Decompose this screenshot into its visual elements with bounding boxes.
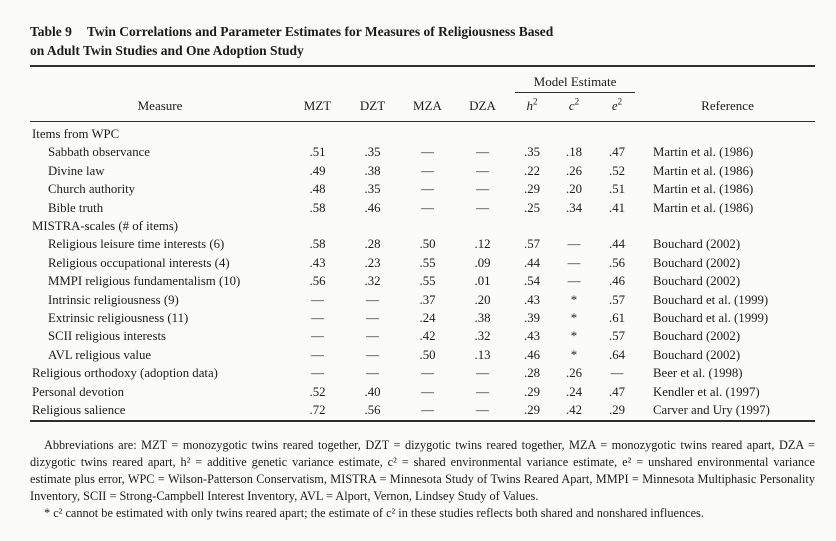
column-header-dza: DZA (455, 93, 510, 122)
value-cell-c2: * (570, 292, 578, 307)
table-row (30, 309, 815, 327)
value-cell-e2: .57 (609, 292, 625, 307)
value-cell-dzt (345, 217, 400, 235)
value-cell-c2 (554, 217, 594, 235)
value-cell-dza: .13 (474, 347, 491, 362)
reference-cell: Bouchard (2002) (653, 274, 741, 289)
value-cell-h2: .29 (524, 403, 540, 418)
value-cell-mzt: .52 (309, 384, 326, 399)
value-cell-mzt: .56 (309, 274, 326, 289)
table-row (30, 364, 815, 382)
value-cell-e2: .46 (609, 274, 625, 289)
reference-cell: Bouchard (2002) (653, 237, 741, 252)
value-cell-dzt: .28 (364, 237, 381, 252)
value-cell-c2: — (567, 237, 581, 252)
value-cell-mza (400, 122, 455, 144)
value-cell-h2: .35 (524, 145, 540, 160)
value-cell-dzt: — (366, 347, 379, 362)
column-header-e2 (594, 93, 640, 122)
section-row (30, 122, 815, 144)
value-cell-dza: .12 (474, 237, 491, 252)
table-label: Table 9 (30, 24, 72, 39)
value-cell-dza: — (476, 145, 489, 160)
table-row (30, 254, 815, 272)
table-row (30, 272, 815, 290)
value-cell-h2: .43 (524, 329, 540, 344)
value-cell-mzt (290, 122, 345, 144)
value-cell-dzt: .32 (364, 274, 381, 289)
table-row (30, 346, 815, 364)
table-row (30, 401, 815, 420)
value-cell-c2: * (570, 311, 578, 326)
value-cell-mzt: .58 (309, 200, 326, 215)
value-cell-e2: .61 (609, 311, 625, 326)
value-cell-c2: .42 (566, 403, 582, 418)
measure-cell: Divine law (48, 163, 105, 178)
value-cell-mza: — (421, 366, 434, 381)
reference-cell: Bouchard (2002) (653, 347, 741, 362)
reference-cell: Kendler et al. (1997) (653, 384, 760, 399)
abbreviations-note: Abbreviations are: MZT = monozygotic twins reared together, DZT = dizygotic twins reared together, MZA = monozygotic twins reared apart, DZA = dizygotic twins reared apart, h² = additive genetic variance estimate, c² = shared environmental variance estimate, e² = unshared environmental variance estimate plus error, WPC = Wilson-Patterson Conservatism, MISTRA = Minnesota Study of Twins Reared Apart, MMPI = Minnesota Multiphasic Personality Inventory, SCII = Strong-Campbell Interest Inventory, AVL = Alport, Vernon, Lindsey Study of Values. (30, 437, 815, 503)
reference-cell: Martin et al. (1986) (653, 163, 754, 178)
measure-cell: Sabbath observance (48, 145, 150, 160)
model-estimate-row (30, 66, 815, 93)
value-cell-e2: .51 (609, 182, 625, 197)
c2-sup: 2 (574, 96, 580, 107)
reference-cell: Carver and Ury (1997) (653, 403, 770, 418)
value-cell-mzt: .43 (309, 255, 326, 270)
model-estimate-label: Model Estimate (515, 74, 635, 93)
value-cell-mzt (290, 217, 345, 235)
value-cell-dza: .20 (474, 292, 491, 307)
value-cell-mza: .42 (419, 329, 436, 344)
value-cell-dza: .38 (474, 311, 491, 326)
value-cell-dzt: — (366, 311, 379, 326)
header-spacer-left (30, 66, 510, 93)
value-cell-mzt: — (311, 311, 324, 326)
value-cell-c2: .18 (566, 145, 582, 160)
measure-cell: Bible truth (48, 200, 104, 215)
value-cell-dza: — (476, 200, 489, 215)
value-cell-mzt: — (311, 347, 324, 362)
table-title (30, 22, 730, 60)
column-header-measure: Measure (30, 93, 290, 122)
value-cell-h2: .28 (524, 366, 540, 381)
value-cell-h2 (510, 122, 554, 144)
table-row (30, 180, 815, 198)
model-estimate-header (510, 66, 640, 93)
table-row (30, 383, 815, 401)
value-cell-e2: .57 (609, 329, 625, 344)
value-cell-h2: .44 (524, 255, 540, 270)
h2-sup: 2 (533, 96, 538, 107)
value-cell-e2: .41 (609, 200, 625, 215)
measure-cell: SCII religious interests (48, 329, 167, 344)
value-cell-mza: .55 (419, 274, 436, 289)
table-title-line1: Twin Correlations and Parameter Estimates for Measures of Religiousness Based (86, 24, 554, 39)
value-cell-mza: — (421, 182, 434, 197)
value-cell-dza: .01 (474, 274, 491, 289)
value-cell-mzt: .48 (309, 182, 326, 197)
table-title-line2: on Adult Twin Studies and One Adoption Study (30, 43, 304, 58)
value-cell-dzt: .40 (364, 384, 381, 399)
value-cell-mza: — (421, 145, 434, 160)
value-cell-mza (400, 217, 455, 235)
measure-cell: Church authority (48, 182, 136, 197)
value-cell-dzt: .23 (364, 255, 381, 270)
value-cell-c2: .26 (566, 366, 582, 381)
value-cell-c2: .20 (566, 182, 582, 197)
value-cell-dza: .09 (474, 255, 491, 270)
table-row (30, 143, 815, 161)
value-cell-dzt: .35 (364, 182, 381, 197)
section-row (30, 217, 815, 235)
value-cell-e2: .44 (609, 237, 625, 252)
c2-base: c (568, 98, 575, 113)
value-cell-dza: — (476, 403, 489, 418)
column-header-mzt: MZT (290, 93, 345, 122)
value-cell-mza: .50 (419, 347, 436, 362)
measure-cell: Religious occupational interests (4) (48, 255, 230, 270)
column-header-mza: MZA (400, 93, 455, 122)
value-cell-mza: — (421, 403, 434, 418)
value-cell-mza: .24 (419, 311, 436, 326)
column-header-reference: Reference (640, 93, 815, 122)
value-cell-dza: — (476, 366, 489, 381)
value-cell-dzt: .38 (364, 163, 381, 178)
value-cell-h2: .39 (524, 311, 540, 326)
header-spacer-right (640, 66, 815, 93)
value-cell-mza: — (421, 384, 434, 399)
value-cell-c2: .26 (566, 163, 582, 178)
value-cell-mza: — (421, 200, 434, 215)
value-cell-h2: .25 (524, 200, 540, 215)
value-cell-dza: — (476, 163, 489, 178)
value-cell-dzt: — (366, 292, 379, 307)
table-body (30, 122, 815, 421)
value-cell-mza: .50 (419, 237, 436, 252)
measure-cell: Religious leisure time interests (6) (48, 237, 225, 252)
value-cell-e2: .47 (609, 384, 625, 399)
measure-cell: Extrinsic religiousness (11) (48, 311, 189, 326)
value-cell-c2: * (570, 347, 578, 362)
reference-cell: Bouchard (2002) (653, 329, 741, 344)
value-cell-h2: .54 (524, 274, 540, 289)
e2-base: e (611, 98, 618, 113)
value-cell-mzt: .72 (309, 403, 326, 418)
value-cell-dza (455, 122, 510, 144)
reference-cell: Martin et al. (1986) (653, 200, 754, 215)
value-cell-e2: .52 (609, 163, 625, 178)
correlations-table (30, 65, 815, 422)
value-cell-e2 (594, 217, 640, 235)
measure-cell: Religious orthodoxy (adoption data) (32, 366, 218, 381)
value-cell-dzt: .35 (364, 145, 381, 160)
value-cell-mzt: .49 (309, 163, 326, 178)
value-cell-e2 (594, 122, 640, 144)
value-cell-dzt (345, 122, 400, 144)
value-cell-c2: .24 (566, 384, 582, 399)
value-cell-e2: .47 (609, 145, 625, 160)
value-cell-c2: .34 (566, 200, 582, 215)
value-cell-e2: .56 (609, 255, 625, 270)
reference-cell (640, 217, 815, 235)
value-cell-mza: — (421, 163, 434, 178)
table-row (30, 199, 815, 217)
section-label: MISTRA-scales (# of items) (32, 219, 179, 234)
value-cell-h2: .29 (524, 384, 540, 399)
reference-cell: Martin et al. (1986) (653, 145, 754, 160)
measure-cell: Religious salience (32, 403, 126, 418)
value-cell-e2: — (610, 366, 624, 381)
value-cell-dza: — (476, 182, 489, 197)
table-footnotes (30, 437, 815, 522)
value-cell-h2: .57 (524, 237, 540, 252)
asterisk-note: * c² cannot be estimated with only twins reared apart; the estimate of c² in these studies reflects both shared and nonshared influences. (44, 505, 704, 520)
value-cell-c2: — (567, 274, 581, 289)
value-cell-h2 (510, 217, 554, 235)
value-cell-dza: — (476, 384, 489, 399)
value-cell-mza: .37 (419, 292, 436, 307)
value-cell-mzt: .51 (309, 145, 326, 160)
value-cell-mzt: .58 (309, 237, 326, 252)
value-cell-e2: .29 (609, 403, 625, 418)
value-cell-dzt: — (366, 366, 379, 381)
reference-cell (640, 122, 815, 144)
value-cell-h2: .46 (524, 347, 540, 362)
e2-sup: 2 (617, 96, 623, 107)
section-label: Items from WPC (32, 127, 120, 141)
reference-cell: Bouchard (2002) (653, 255, 741, 270)
value-cell-h2: .43 (524, 292, 540, 307)
value-cell-mzt: — (311, 292, 324, 307)
value-cell-h2: .22 (524, 163, 540, 178)
value-cell-mzt: — (311, 329, 324, 344)
value-cell-dza (455, 217, 510, 235)
measure-cell: AVL religious value (48, 347, 152, 362)
reference-cell: Bouchard et al. (1999) (653, 292, 769, 307)
reference-cell: Martin et al. (1986) (653, 182, 754, 197)
measure-cell: Intrinsic religiousness (9) (48, 292, 179, 307)
value-cell-dza: .32 (474, 329, 491, 344)
table-row (30, 162, 815, 180)
column-header-c2 (554, 93, 594, 122)
column-header-dzt: DZT (345, 93, 400, 122)
h2-base: h (526, 98, 533, 113)
reference-cell: Bouchard et al. (1999) (653, 311, 769, 326)
reference-cell: Beer et al. (1998) (653, 366, 743, 381)
value-cell-dzt: — (366, 329, 379, 344)
value-cell-mza: .55 (419, 255, 436, 270)
table-row (30, 291, 815, 309)
measure-cell: MMPI religious fundamentalism (10) (48, 274, 241, 289)
value-cell-c2 (554, 122, 594, 144)
value-cell-dzt: .56 (364, 403, 381, 418)
value-cell-mzt: — (311, 366, 324, 381)
value-cell-e2: .64 (609, 347, 625, 362)
value-cell-c2: — (567, 255, 581, 270)
value-cell-c2: * (570, 329, 578, 344)
column-header-row (30, 93, 815, 122)
table-row (30, 327, 815, 345)
measure-cell: Personal devotion (32, 384, 125, 399)
value-cell-h2: .29 (524, 182, 540, 197)
value-cell-dzt: .46 (364, 200, 381, 215)
table-row (30, 235, 815, 253)
column-header-h2 (510, 93, 554, 122)
